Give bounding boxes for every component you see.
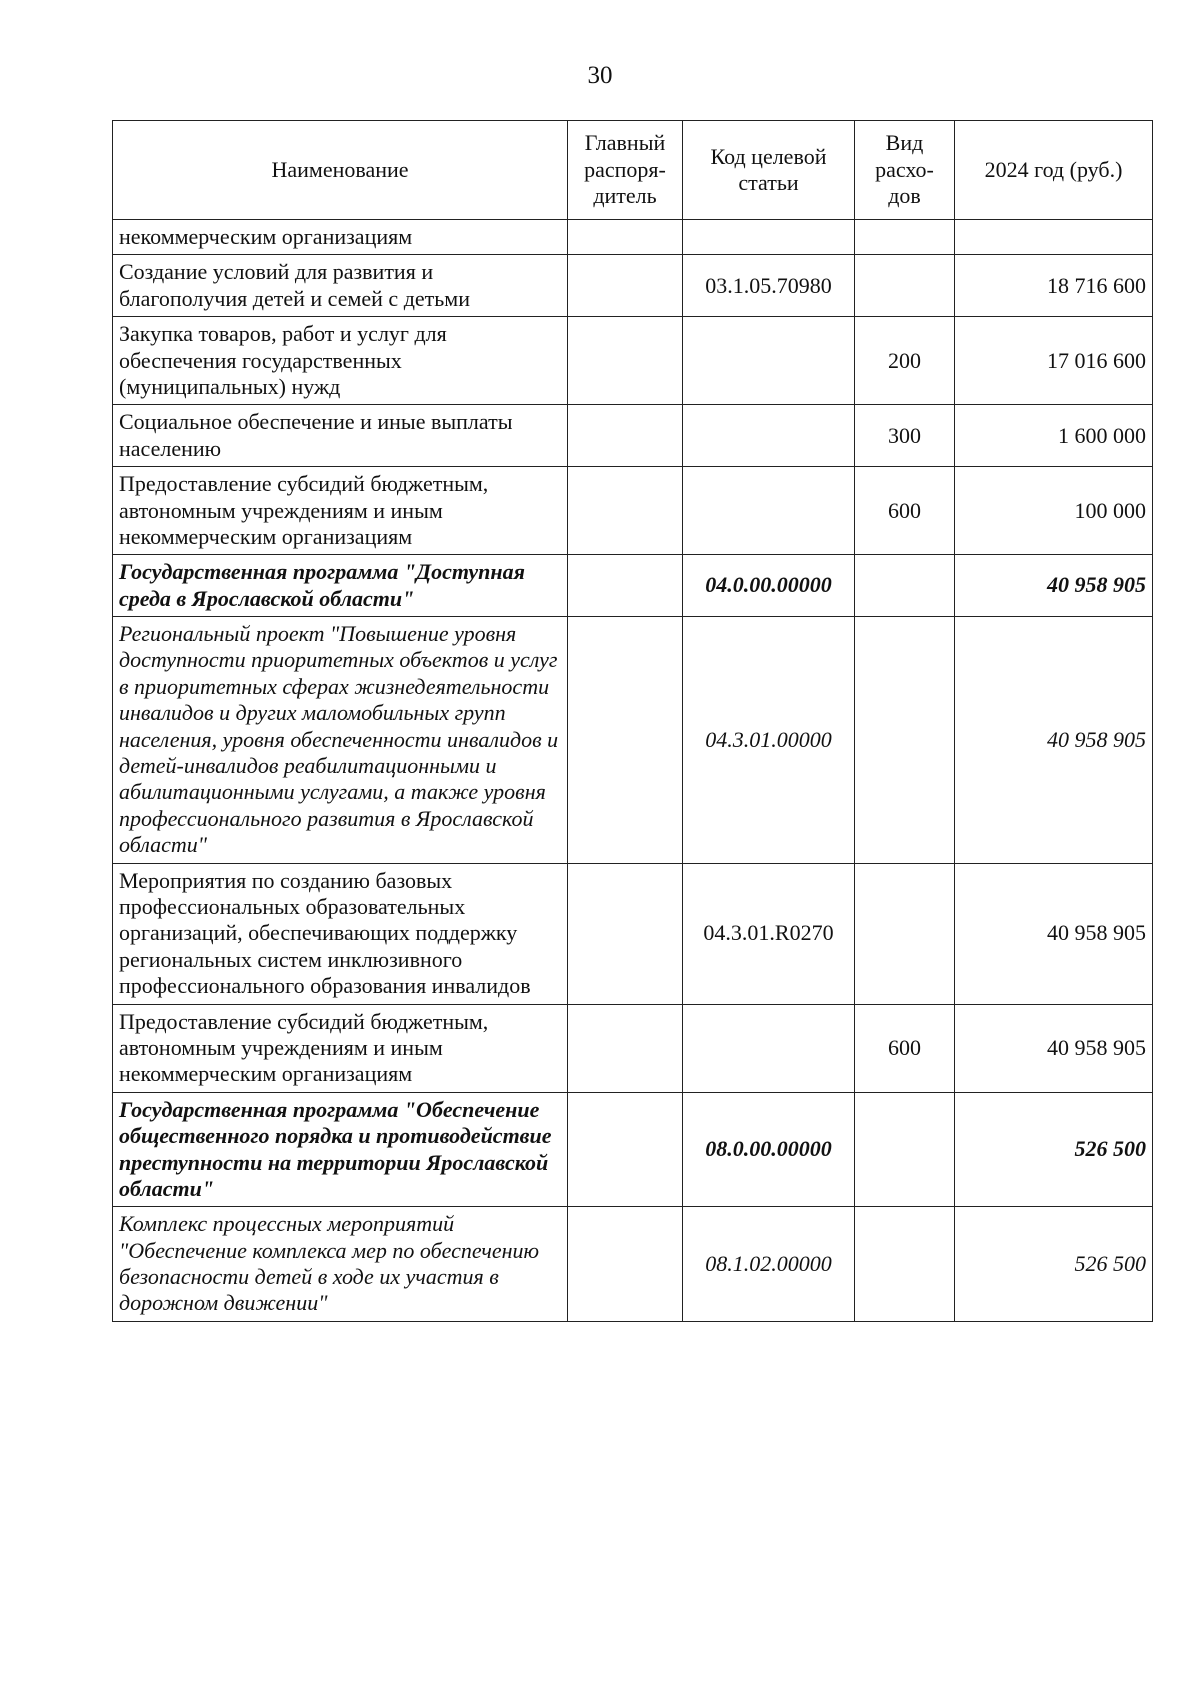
header-admin: Главный распоря-дитель — [568, 121, 683, 220]
cell-amount: 1 600 000 — [955, 405, 1153, 467]
cell-amount: 40 958 905 — [955, 555, 1153, 617]
cell-type — [855, 1207, 955, 1322]
cell-amount: 40 958 905 — [955, 617, 1153, 864]
cell-amount: 17 016 600 — [955, 317, 1153, 405]
cell-name: Создание условий для развития и благополучия детей и семей с детьми — [113, 255, 568, 317]
cell-code: 03.1.05.70980 — [683, 255, 855, 317]
page-number: 30 — [587, 62, 613, 89]
table-row — [113, 555, 1153, 617]
table-row — [113, 220, 1153, 255]
cell-name: Государственная программа "Доступная среда в Ярославской области" — [113, 555, 568, 617]
cell-type — [855, 863, 955, 1004]
cell-name: Предоставление субсидий бюджетным, автономным учреждениям и иным некоммерческим организациям — [113, 467, 568, 555]
cell-name: некоммерческим организациям — [113, 220, 568, 255]
cell-admin — [568, 617, 683, 864]
cell-name: Социальное обеспечение и иные выплаты населению — [113, 405, 568, 467]
cell-amount: 100 000 — [955, 467, 1153, 555]
cell-admin — [568, 1092, 683, 1207]
cell-type: 200 — [855, 317, 955, 405]
cell-code — [683, 1004, 855, 1092]
cell-amount: 526 500 — [955, 1092, 1153, 1207]
cell-admin — [568, 1207, 683, 1322]
cell-name: Мероприятия по созданию базовых профессиональных образовательных организаций, обеспечивающих поддержку региональных систем инклюзивного профессионального образования инвалидов — [113, 863, 568, 1004]
cell-code: 04.3.01.00000 — [683, 617, 855, 864]
cell-amount: 526 500 — [955, 1207, 1153, 1322]
header-type: Вид расхо-дов — [855, 121, 955, 220]
cell-name: Комплекс процессных мероприятий "Обеспечение комплекса мер по обеспечению безопасности детей в ходе их участия в дорожном движении" — [113, 1207, 568, 1322]
table-row — [113, 617, 1153, 864]
cell-admin — [568, 405, 683, 467]
cell-type — [855, 220, 955, 255]
cell-code — [683, 467, 855, 555]
header-name: Наименование — [113, 121, 568, 220]
cell-code — [683, 405, 855, 467]
cell-code: 04.0.00.00000 — [683, 555, 855, 617]
cell-admin — [568, 220, 683, 255]
cell-code: 08.0.00.00000 — [683, 1092, 855, 1207]
cell-type — [855, 1092, 955, 1207]
cell-admin — [568, 555, 683, 617]
cell-name: Закупка товаров, работ и услуг для обеспечения государственных (муниципальных) нужд — [113, 317, 568, 405]
cell-admin — [568, 255, 683, 317]
cell-code: 04.3.01.R0270 — [683, 863, 855, 1004]
cell-admin — [568, 1004, 683, 1092]
budget-table — [112, 120, 1153, 1322]
cell-type — [855, 255, 955, 317]
table-row — [113, 1207, 1153, 1322]
cell-amount: 40 958 905 — [955, 863, 1153, 1004]
cell-code: 08.1.02.00000 — [683, 1207, 855, 1322]
cell-name: Региональный проект "Повышение уровня доступности приоритетных объектов и услуг в приоритетных сферах жизнедеятельности инвалидов и других маломобильных групп населения, уровня обеспеченности инвалидов и детей-инвалидов реабилитационными и абилитационными услугами, а также уровня профессионального развития в Ярославской области" — [113, 617, 568, 864]
cell-type — [855, 617, 955, 864]
header-amount: 2024 год (руб.) — [955, 121, 1153, 220]
cell-name: Государственная программа "Обеспечение общественного порядка и противодействие преступности на территории Ярославской области" — [113, 1092, 568, 1207]
table-row — [113, 1004, 1153, 1092]
table-row — [113, 1092, 1153, 1207]
cell-type: 600 — [855, 1004, 955, 1092]
cell-admin — [568, 863, 683, 1004]
table-row — [113, 467, 1153, 555]
cell-type: 300 — [855, 405, 955, 467]
cell-name: Предоставление субсидий бюджетным, автономным учреждениям и иным некоммерческим организациям — [113, 1004, 568, 1092]
cell-type: 600 — [855, 467, 955, 555]
table-row — [113, 317, 1153, 405]
table-row — [113, 255, 1153, 317]
cell-admin — [568, 467, 683, 555]
cell-code — [683, 220, 855, 255]
header-code: Код целевой статьи — [683, 121, 855, 220]
cell-amount — [955, 220, 1153, 255]
table-header-row — [113, 121, 1153, 220]
cell-admin — [568, 317, 683, 405]
cell-type — [855, 555, 955, 617]
cell-amount: 40 958 905 — [955, 1004, 1153, 1092]
table-row — [113, 863, 1153, 1004]
table-body — [113, 220, 1153, 1322]
table-row — [113, 405, 1153, 467]
cell-code — [683, 317, 855, 405]
cell-amount: 18 716 600 — [955, 255, 1153, 317]
